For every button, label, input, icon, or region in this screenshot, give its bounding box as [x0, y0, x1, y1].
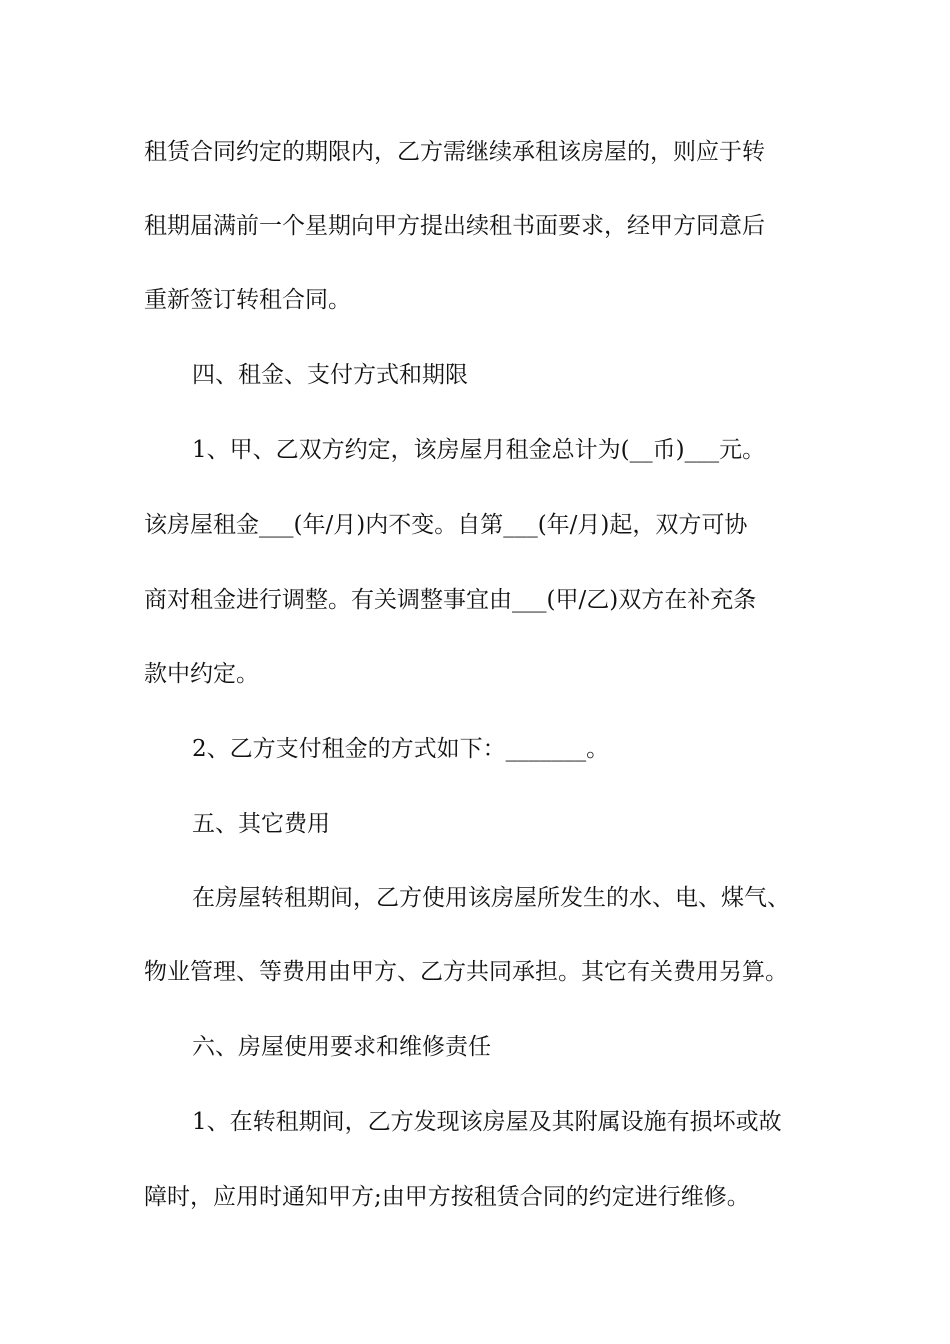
section-heading: 四、租金、支付方式和期限	[192, 362, 468, 388]
text-line: 2、乙方支付租金的方式如下：_______。	[192, 736, 610, 762]
text-line: 障时，应用时通知甲方;由甲方按租赁合同的约定进行维修。	[144, 1184, 750, 1210]
text-line: 1、甲、乙双方约定，该房屋月租金总计为(__币)___元。	[192, 437, 766, 463]
text-line: 物业管理、等费用由甲方、乙方共同承担。其它有关费用另算。	[144, 959, 788, 985]
text-line: 在房屋转租期间，乙方使用该房屋所发生的水、电、煤气、	[192, 885, 790, 911]
section-heading: 五、其它费用	[192, 811, 330, 837]
text-line: 重新签订转租合同。	[144, 287, 351, 313]
text-line: 1、在转租期间，乙方发现该房屋及其附属设施有损坏或故	[192, 1109, 782, 1135]
text-line: 商对租金进行调整。有关调整事宜由___(甲/乙)双方在补充条	[144, 587, 757, 613]
section-heading: 六、房屋使用要求和维修责任	[192, 1034, 491, 1060]
text-line: 租赁合同约定的期限内，乙方需继续承租该房屋的，则应于转	[144, 139, 765, 165]
text-line: 款中约定。	[144, 661, 259, 687]
text-line: 租期届满前一个星期向甲方提出续租书面要求，经甲方同意后	[144, 213, 765, 239]
text-line: 该房屋租金___(年/月)内不变。自第___(年/月)起，双方可协	[144, 512, 748, 538]
